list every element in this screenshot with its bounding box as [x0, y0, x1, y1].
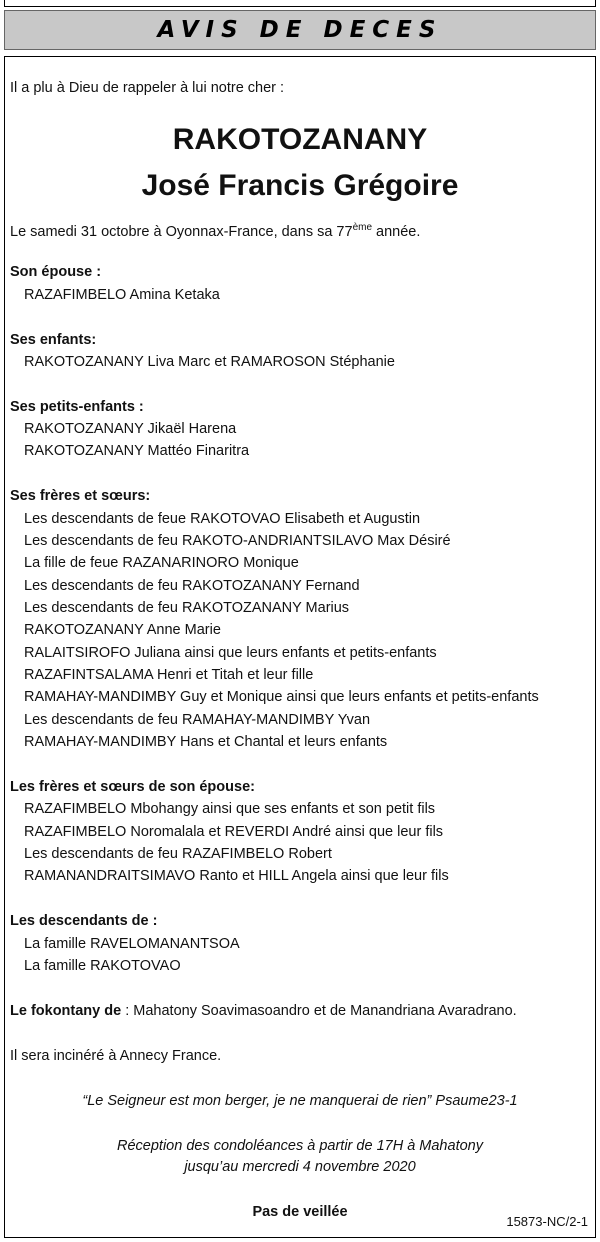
list-item: Les descendants de feu RAKOTO-ANDRIANTSILAVO Max Désiré	[24, 533, 451, 549]
list-item: La famille RAVELOMANANTSOA	[24, 936, 240, 952]
cremation-text: Il sera incinéré à Annecy France.	[10, 1048, 222, 1064]
reference-code: 15873-NC/2-1	[506, 1214, 588, 1229]
list-item: RAZAFIMBELO Amina Ketaka	[24, 287, 220, 303]
list-item: RAZAFIMBELO Mbohangy ainsi que ses enfants et son petit fils	[24, 801, 436, 817]
list-item: RAKOTOZANANY Jikaël Harena	[24, 421, 237, 437]
children-heading: Ses enfants:	[10, 332, 97, 348]
list-item: Les descendants de feue RAKOTOVAO Elisabeth et Augustin	[24, 511, 421, 527]
list-item: Les descendants de feu RAKOTOZANANY Fernand	[24, 578, 360, 594]
closing-note: Pas de veillée	[252, 1204, 348, 1220]
intro-text: Il a plu à Dieu de rappeler à lui notre cher :	[10, 80, 285, 96]
list-item: RALAITSIROFO Juliana ainsi que leurs enfants et petits-enfants	[24, 645, 437, 661]
condolences-line-1: Réception des condoléances à partir de 17H à Mahatony	[117, 1138, 483, 1154]
list-item: Les descendants de feu RAKOTOZANANY Marius	[24, 600, 350, 616]
list-item: RAZAFINTSALAMA Henri et Titah et leur fille	[24, 667, 314, 683]
death-line	[10, 218, 420, 242]
death-line-sup: ème	[352, 222, 373, 233]
list-item: Les descendants de feu RAZAFIMBELO Robert	[24, 846, 332, 862]
list-item: RAMAHAY-MANDIMBY Guy et Monique ainsi que leurs enfants et petits-enfants	[24, 689, 539, 705]
spouse-siblings-heading: Les frères et sœurs de son épouse:	[10, 779, 255, 795]
fokontany-line	[10, 1001, 517, 1021]
list-item: RAKOTOZANANY Anne Marie	[24, 622, 221, 638]
death-line-end: année.	[372, 223, 421, 240]
grandchildren-heading: Ses petits-enfants :	[10, 399, 144, 415]
fokontany-label: Le fokontany de	[10, 1003, 122, 1019]
list-item: La fille de feue RAZANARINORO Monique	[24, 555, 299, 571]
notice-banner	[4, 10, 596, 50]
deceased-given-names: José Francis Grégoire	[141, 169, 459, 202]
fokontany-text: : Mahatony Soavimasoandro et de Manandriana Avaradrano.	[121, 1003, 517, 1019]
list-item: RAMANANDRAITSIMAVO Ranto et HILL Angela ainsi que leur fils	[24, 868, 449, 884]
list-item: La famille RAKOTOVAO	[24, 958, 181, 974]
descendants-heading: Les descendants de :	[10, 913, 158, 929]
siblings-heading: Ses frères et sœurs:	[10, 488, 151, 504]
death-line-text: Le samedi 31 octobre à Oyonnax-France, dans sa 77	[10, 223, 353, 240]
psalm-quote: “Le Seigneur est mon berger, je ne manquerai de rien” Psaume23-1	[82, 1093, 518, 1109]
top-rule	[4, 0, 596, 7]
list-item: RAZAFIMBELO Noromalala et REVERDI André ainsi que leur fils	[24, 824, 444, 840]
list-item: RAKOTOZANANY Mattéo Finaritra	[24, 443, 250, 459]
list-item: RAMAHAY-MANDIMBY Hans et Chantal et leurs enfants	[24, 734, 388, 750]
deceased-surname: RAKOTOZANANY	[172, 123, 428, 156]
condolences-line-2: jusqu’au mercredi 4 novembre 2020	[184, 1159, 416, 1175]
list-item: RAKOTOZANANY Liva Marc et RAMAROSON Stéphanie	[24, 354, 395, 370]
spouse-heading: Son épouse :	[10, 264, 102, 280]
list-item: Les descendants de feu RAMAHAY-MANDIMBY Yvan	[24, 712, 371, 728]
banner-title: AVIS DE DECES	[157, 17, 443, 43]
